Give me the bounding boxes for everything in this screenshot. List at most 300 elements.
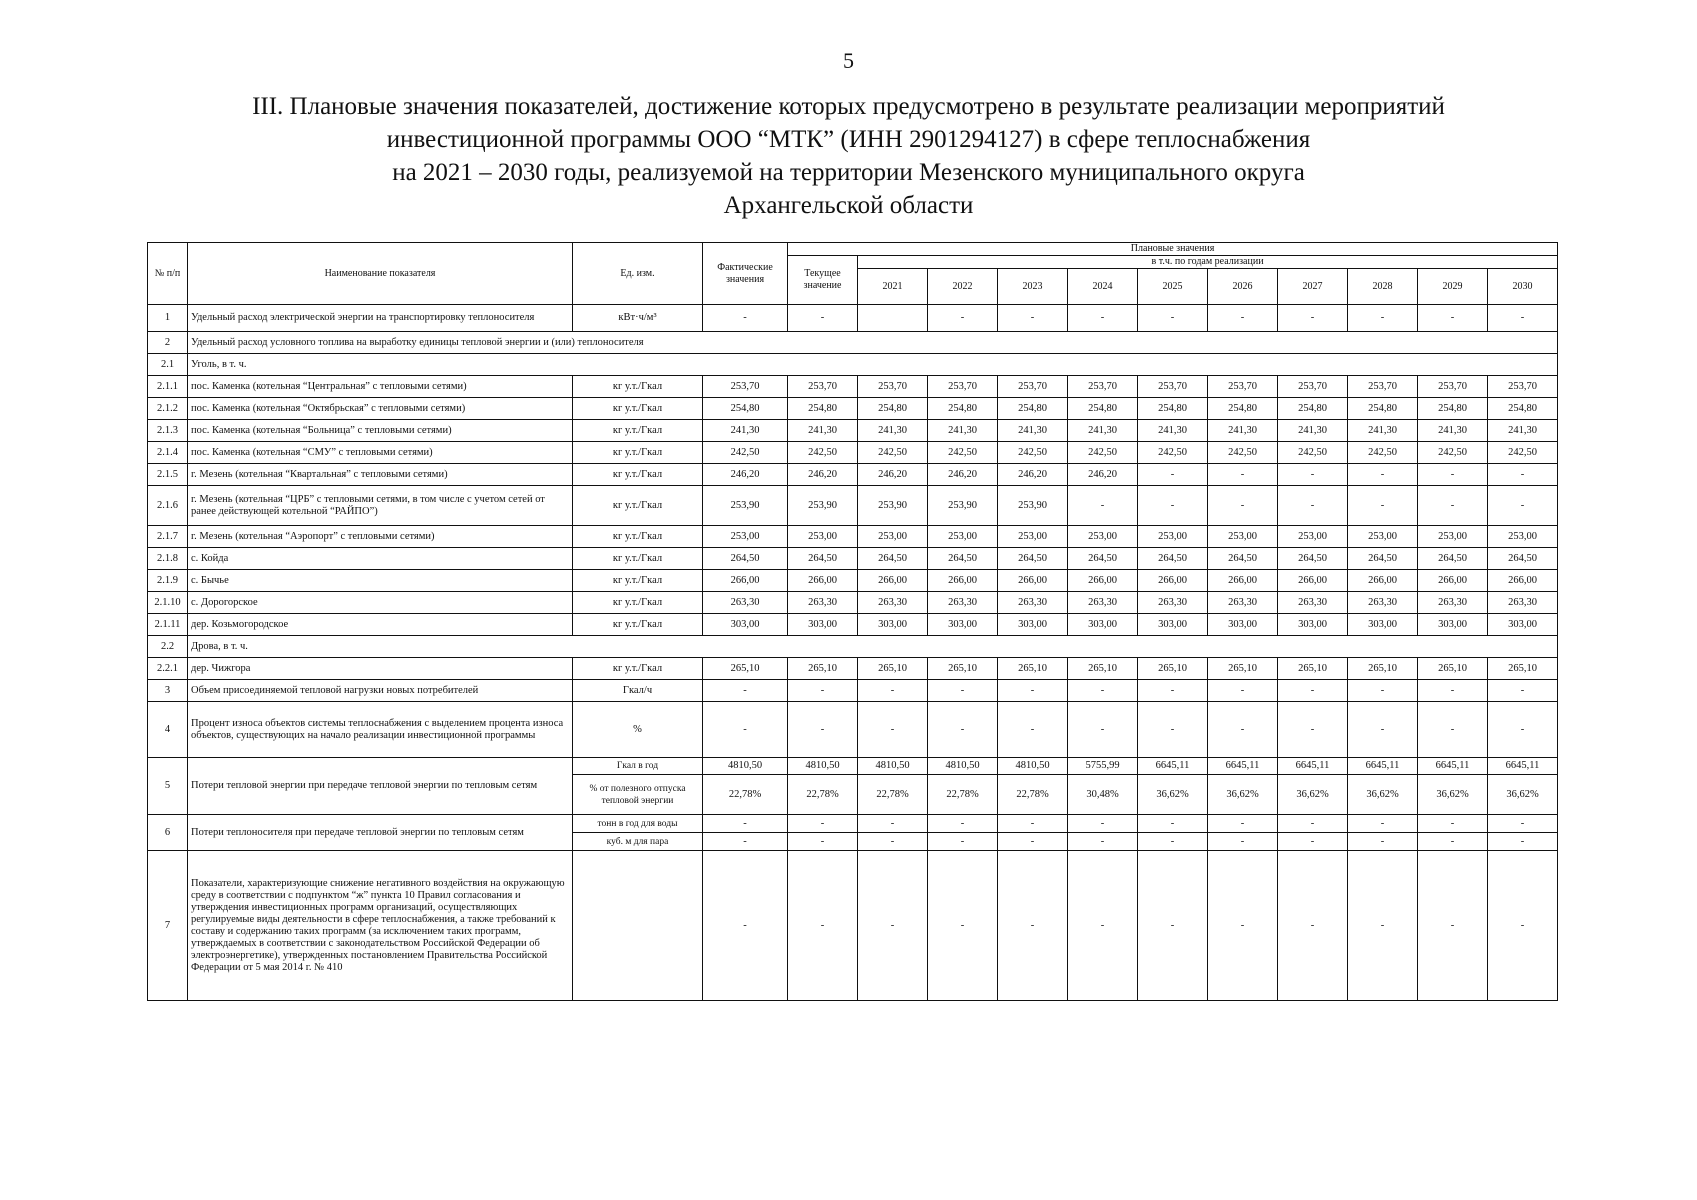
value-cell: 263,30: [703, 592, 788, 614]
value-cell: 263,30: [1418, 592, 1488, 614]
row-name: Удельный расход условного топлива на выработку единицы тепловой энергии и (или) теплоносителя: [188, 332, 1558, 354]
value-cell: 263,30: [928, 592, 998, 614]
value-cell: 241,30: [858, 420, 928, 442]
value-cell: 253,70: [858, 376, 928, 398]
row-name: г. Мезень (котельная “Квартальная” с тепловыми сетями): [188, 464, 573, 486]
header-current: Текущее значение: [788, 256, 858, 305]
value-cell: 6645,11: [1138, 758, 1208, 775]
table-row: [148, 636, 1558, 658]
value-cell: 253,90: [858, 486, 928, 526]
row-name: г. Мезень (котельная “ЦРБ” с тепловыми сетями, в том числе с учетом сетей от ранее действующей котельной “РАЙПО”): [188, 486, 573, 526]
value-cell: -: [1138, 815, 1208, 833]
value-cell: 266,00: [1348, 570, 1418, 592]
value-cell: 242,50: [1488, 442, 1558, 464]
value-cell: -: [1208, 486, 1278, 526]
value-cell: -: [1418, 464, 1488, 486]
value-cell: -: [1488, 486, 1558, 526]
row-number: 2.1.10: [148, 592, 188, 614]
value-cell: 303,00: [1278, 614, 1348, 636]
value-cell: 253,00: [1418, 526, 1488, 548]
row-number: 2.1: [148, 354, 188, 376]
header-unit: Ед. изм.: [573, 243, 703, 305]
value-cell: -: [858, 702, 928, 758]
value-cell: 241,30: [1278, 420, 1348, 442]
row-number: 2.1.8: [148, 548, 188, 570]
value-cell: -: [788, 851, 858, 1001]
row-name: с. Бычье: [188, 570, 573, 592]
value-cell: 263,30: [788, 592, 858, 614]
value-cell: -: [1208, 464, 1278, 486]
value-cell: 242,50: [703, 442, 788, 464]
value-cell: -: [928, 833, 998, 851]
value-cell: 265,10: [788, 658, 858, 680]
value-cell: 303,00: [998, 614, 1068, 636]
row-name: пос. Каменка (котельная “Октябрьская” с тепловыми сетями): [188, 398, 573, 420]
value-cell: 242,50: [1348, 442, 1418, 464]
value-cell: 241,30: [1348, 420, 1418, 442]
value-cell: -: [1278, 680, 1348, 702]
value-cell: 241,30: [703, 420, 788, 442]
title-line-2: инвестиционной программы ООО “МТК” (ИНН 2901294127) в сфере теплоснабжения: [386, 126, 1311, 153]
value-cell: 254,80: [703, 398, 788, 420]
value-cell: 254,80: [1068, 398, 1138, 420]
row-name: Удельный расход электрической энергии на транспортировку теплоносителя: [188, 305, 573, 332]
value-cell: 254,80: [1488, 398, 1558, 420]
value-cell: 242,50: [1208, 442, 1278, 464]
table-row: [148, 420, 1558, 442]
value-cell: 242,50: [998, 442, 1068, 464]
value-cell: 253,00: [1348, 526, 1418, 548]
value-cell: -: [1488, 833, 1558, 851]
value-cell: 254,80: [998, 398, 1068, 420]
value-cell: 265,10: [998, 658, 1068, 680]
value-cell: 265,10: [858, 658, 928, 680]
value-cell: 253,90: [928, 486, 998, 526]
value-cell: -: [1488, 815, 1558, 833]
value-cell: 246,20: [928, 464, 998, 486]
value-cell: 36,62%: [1348, 775, 1418, 815]
row-unit: [573, 851, 703, 1001]
value-cell: -: [858, 815, 928, 833]
row-number: 3: [148, 680, 188, 702]
title-line-3: на 2021 – 2030 годы, реализуемой на территории Мезенского муниципального округа: [392, 159, 1305, 186]
value-cell: -: [928, 815, 998, 833]
page-number: 5: [843, 48, 854, 73]
value-cell: 254,80: [1138, 398, 1208, 420]
table-row: [148, 526, 1558, 548]
row-unit: кг у.т./Гкал: [573, 570, 703, 592]
value-cell: -: [1278, 851, 1348, 1001]
value-cell: -: [1068, 815, 1138, 833]
value-cell: 253,00: [998, 526, 1068, 548]
value-cell: 263,30: [1208, 592, 1278, 614]
table-row: [148, 486, 1558, 526]
value-cell: 253,00: [703, 526, 788, 548]
value-cell: -: [1208, 702, 1278, 758]
value-cell: 254,80: [1348, 398, 1418, 420]
value-cell: 254,80: [1208, 398, 1278, 420]
header-year-2022: 2022: [928, 269, 998, 305]
value-cell: 253,70: [1418, 376, 1488, 398]
value-cell: 263,30: [1138, 592, 1208, 614]
header-by-years: в т.ч. по годам реализации: [858, 256, 1558, 269]
value-cell: -: [998, 851, 1068, 1001]
header-year-2027: 2027: [1278, 269, 1348, 305]
value-cell: 242,50: [1418, 442, 1488, 464]
value-cell: -: [1138, 464, 1208, 486]
row-number: 2.2.1: [148, 658, 188, 680]
row-number: 2.1.2: [148, 398, 188, 420]
row-unit: % от полезного отпуска тепловой энергии: [573, 775, 703, 815]
value-cell: 30,48%: [1068, 775, 1138, 815]
value-cell: -: [1278, 305, 1348, 332]
value-cell: 254,80: [928, 398, 998, 420]
value-cell: -: [928, 680, 998, 702]
row-name: Уголь, в т. ч.: [188, 354, 1558, 376]
row-unit: Гкал/ч: [573, 680, 703, 702]
row-number: 2.1.4: [148, 442, 188, 464]
value-cell: 265,10: [1418, 658, 1488, 680]
value-cell: 264,50: [928, 548, 998, 570]
table-row: [148, 548, 1558, 570]
value-cell: -: [1068, 833, 1138, 851]
document-title: [150, 90, 1547, 222]
value-cell: -: [1068, 702, 1138, 758]
row-number: 2.1.6: [148, 486, 188, 526]
value-cell: 241,30: [1138, 420, 1208, 442]
value-cell: 303,00: [1348, 614, 1418, 636]
header-name: Наименование показателя: [188, 243, 573, 305]
value-cell: 303,00: [788, 614, 858, 636]
value-cell: -: [1068, 680, 1138, 702]
row-name: пос. Каменка (котельная “Центральная” с тепловыми сетями): [188, 376, 573, 398]
value-cell: 265,10: [1208, 658, 1278, 680]
value-cell: -: [1138, 833, 1208, 851]
value-cell: -: [1348, 702, 1418, 758]
row-number: 2.1.5: [148, 464, 188, 486]
value-cell: 266,00: [928, 570, 998, 592]
value-cell: -: [1418, 680, 1488, 702]
value-cell: 254,80: [858, 398, 928, 420]
row-name: пос. Каменка (котельная “СМУ” с тепловыми сетями): [188, 442, 573, 464]
row-number: 1: [148, 305, 188, 332]
value-cell: 4810,50: [998, 758, 1068, 775]
row-number: 2.1.9: [148, 570, 188, 592]
value-cell: -: [1278, 833, 1348, 851]
table-row: [148, 354, 1558, 376]
value-cell: 36,62%: [1138, 775, 1208, 815]
value-cell: 36,62%: [1278, 775, 1348, 815]
value-cell: 253,90: [788, 486, 858, 526]
value-cell: [858, 305, 928, 332]
value-cell: 242,50: [858, 442, 928, 464]
value-cell: 265,10: [1488, 658, 1558, 680]
value-cell: 264,50: [1278, 548, 1348, 570]
value-cell: 253,00: [1488, 526, 1558, 548]
value-cell: 266,00: [998, 570, 1068, 592]
row-unit: %: [573, 702, 703, 758]
value-cell: -: [788, 833, 858, 851]
value-cell: -: [1348, 486, 1418, 526]
value-cell: 246,20: [998, 464, 1068, 486]
value-cell: 253,70: [1348, 376, 1418, 398]
value-cell: -: [788, 815, 858, 833]
value-cell: 242,50: [1278, 442, 1348, 464]
header-actual: Фактические значения: [703, 243, 788, 305]
row-unit: кг у.т./Гкал: [573, 614, 703, 636]
row-number: 2: [148, 332, 188, 354]
value-cell: 303,00: [858, 614, 928, 636]
value-cell: 253,00: [1208, 526, 1278, 548]
value-cell: -: [1208, 680, 1278, 702]
value-cell: -: [788, 680, 858, 702]
value-cell: -: [1418, 851, 1488, 1001]
value-cell: 265,10: [1348, 658, 1418, 680]
value-cell: 264,50: [1138, 548, 1208, 570]
row-number: 6: [148, 815, 188, 851]
header-year-2030: 2030: [1488, 269, 1558, 305]
value-cell: -: [1278, 702, 1348, 758]
value-cell: -: [1138, 305, 1208, 332]
value-cell: 303,00: [1418, 614, 1488, 636]
value-cell: 241,30: [1068, 420, 1138, 442]
value-cell: 264,50: [703, 548, 788, 570]
value-cell: 265,10: [703, 658, 788, 680]
row-unit: кг у.т./Гкал: [573, 376, 703, 398]
value-cell: 254,80: [1278, 398, 1348, 420]
value-cell: -: [1348, 815, 1418, 833]
row-name: с. Койда: [188, 548, 573, 570]
value-cell: 246,20: [858, 464, 928, 486]
value-cell: -: [1138, 680, 1208, 702]
header-year-2023: 2023: [998, 269, 1068, 305]
value-cell: -: [1418, 815, 1488, 833]
row-number: 5: [148, 758, 188, 815]
row-unit: кг у.т./Гкал: [573, 548, 703, 570]
value-cell: 4810,50: [928, 758, 998, 775]
value-cell: -: [1488, 680, 1558, 702]
value-cell: 264,50: [1488, 548, 1558, 570]
table-row: [148, 305, 1558, 332]
value-cell: -: [703, 680, 788, 702]
row-number: 2.2: [148, 636, 188, 658]
row-unit: Гкал в год: [573, 758, 703, 775]
value-cell: 5755,99: [1068, 758, 1138, 775]
row-name: Процент износа объектов системы теплоснабжения с выделением процента износа объектов, существующих на начало реализации инвестиционной программы: [188, 702, 573, 758]
value-cell: -: [703, 702, 788, 758]
table-row: [148, 398, 1558, 420]
row-name: г. Мезень (котельная “Аэропорт” с тепловыми сетями): [188, 526, 573, 548]
value-cell: 254,80: [788, 398, 858, 420]
value-cell: -: [858, 851, 928, 1001]
row-name: дер. Чижгора: [188, 658, 573, 680]
value-cell: 254,80: [1418, 398, 1488, 420]
row-name: дер. Козьмогородское: [188, 614, 573, 636]
row-unit: кг у.т./Гкал: [573, 442, 703, 464]
value-cell: 246,20: [1068, 464, 1138, 486]
table-row: [148, 658, 1558, 680]
value-cell: -: [1068, 851, 1138, 1001]
table-row: [148, 680, 1558, 702]
value-cell: 266,00: [1488, 570, 1558, 592]
value-cell: 36,62%: [1208, 775, 1278, 815]
value-cell: 303,00: [1068, 614, 1138, 636]
value-cell: 303,00: [1138, 614, 1208, 636]
value-cell: 266,00: [858, 570, 928, 592]
value-cell: -: [1418, 702, 1488, 758]
value-cell: -: [1488, 305, 1558, 332]
row-name: Потери теплоносителя при передаче тепловой энергии по тепловым сетям: [188, 815, 573, 851]
value-cell: -: [703, 815, 788, 833]
value-cell: 6645,11: [1488, 758, 1558, 775]
table-row: [148, 332, 1558, 354]
value-cell: 265,10: [1278, 658, 1348, 680]
value-cell: 241,30: [928, 420, 998, 442]
header-year-2024: 2024: [1068, 269, 1138, 305]
value-cell: 242,50: [1068, 442, 1138, 464]
value-cell: 264,50: [1418, 548, 1488, 570]
value-cell: -: [998, 833, 1068, 851]
value-cell: -: [1348, 833, 1418, 851]
row-unit: кг у.т./Гкал: [573, 658, 703, 680]
header-year-2028: 2028: [1348, 269, 1418, 305]
value-cell: -: [858, 833, 928, 851]
value-cell: 246,20: [703, 464, 788, 486]
value-cell: 253,90: [703, 486, 788, 526]
value-cell: 241,30: [998, 420, 1068, 442]
value-cell: 266,00: [788, 570, 858, 592]
value-cell: -: [1418, 486, 1488, 526]
value-cell: 263,30: [1488, 592, 1558, 614]
value-cell: 253,00: [1278, 526, 1348, 548]
value-cell: 253,00: [788, 526, 858, 548]
row-unit: кг у.т./Гкал: [573, 398, 703, 420]
row-unit: куб. м для пара: [573, 833, 703, 851]
value-cell: 266,00: [1068, 570, 1138, 592]
value-cell: 253,00: [858, 526, 928, 548]
value-cell: 6645,11: [1418, 758, 1488, 775]
value-cell: 253,70: [998, 376, 1068, 398]
table-row: [148, 464, 1558, 486]
header-year-2025: 2025: [1138, 269, 1208, 305]
value-cell: -: [998, 305, 1068, 332]
value-cell: 253,70: [1488, 376, 1558, 398]
value-cell: 241,30: [1418, 420, 1488, 442]
value-cell: 264,50: [788, 548, 858, 570]
value-cell: -: [998, 815, 1068, 833]
row-unit: кг у.т./Гкал: [573, 592, 703, 614]
header-num: № п/п: [148, 243, 188, 305]
value-cell: -: [1488, 464, 1558, 486]
value-cell: 242,50: [928, 442, 998, 464]
value-cell: -: [788, 702, 858, 758]
row-unit: кг у.т./Гкал: [573, 526, 703, 548]
header-year-2026: 2026: [1208, 269, 1278, 305]
value-cell: 263,30: [998, 592, 1068, 614]
value-cell: -: [1418, 833, 1488, 851]
value-cell: 264,50: [998, 548, 1068, 570]
row-name: пос. Каменка (котельная “Больница” с тепловыми сетями): [188, 420, 573, 442]
value-cell: 6645,11: [1208, 758, 1278, 775]
value-cell: 4810,50: [703, 758, 788, 775]
value-cell: 253,70: [1278, 376, 1348, 398]
value-cell: 266,00: [1208, 570, 1278, 592]
value-cell: 246,20: [788, 464, 858, 486]
table-row: [148, 376, 1558, 398]
value-cell: 241,30: [1488, 420, 1558, 442]
value-cell: -: [1488, 702, 1558, 758]
value-cell: 241,30: [1208, 420, 1278, 442]
table-row: [148, 851, 1558, 1001]
value-cell: -: [1068, 486, 1138, 526]
value-cell: 266,00: [1418, 570, 1488, 592]
value-cell: 6645,11: [1348, 758, 1418, 775]
row-name: с. Дорогорское: [188, 592, 573, 614]
value-cell: -: [928, 851, 998, 1001]
table-row: [148, 570, 1558, 592]
value-cell: 22,78%: [928, 775, 998, 815]
row-unit: кг у.т./Гкал: [573, 420, 703, 442]
value-cell: 36,62%: [1488, 775, 1558, 815]
table-row: [148, 614, 1558, 636]
value-cell: 265,10: [928, 658, 998, 680]
value-cell: -: [928, 305, 998, 332]
value-cell: -: [1138, 702, 1208, 758]
value-cell: -: [1208, 815, 1278, 833]
value-cell: -: [1138, 486, 1208, 526]
value-cell: -: [998, 680, 1068, 702]
value-cell: 22,78%: [703, 775, 788, 815]
value-cell: 266,00: [703, 570, 788, 592]
value-cell: 265,10: [1068, 658, 1138, 680]
value-cell: 264,50: [1348, 548, 1418, 570]
row-unit: кВт·ч/м³: [573, 305, 703, 332]
value-cell: -: [928, 702, 998, 758]
value-cell: -: [1488, 851, 1558, 1001]
row-name: Объем присоединяемой тепловой нагрузки новых потребителей: [188, 680, 573, 702]
value-cell: -: [1208, 305, 1278, 332]
value-cell: -: [1348, 464, 1418, 486]
value-cell: -: [703, 833, 788, 851]
value-cell: 253,00: [928, 526, 998, 548]
value-cell: -: [1348, 851, 1418, 1001]
value-cell: 264,50: [858, 548, 928, 570]
row-unit: кг у.т./Гкал: [573, 486, 703, 526]
value-cell: 253,70: [703, 376, 788, 398]
table-row: [148, 702, 1558, 758]
row-number: 7: [148, 851, 188, 1001]
value-cell: 6645,11: [1278, 758, 1348, 775]
table-row: [148, 592, 1558, 614]
value-cell: 263,30: [1068, 592, 1138, 614]
value-cell: 303,00: [1208, 614, 1278, 636]
value-cell: 263,30: [858, 592, 928, 614]
value-cell: 22,78%: [998, 775, 1068, 815]
value-cell: 253,90: [998, 486, 1068, 526]
title-line-4: Архангельской области: [723, 192, 974, 219]
value-cell: -: [998, 702, 1068, 758]
header-year-2021: 2021: [858, 269, 928, 305]
value-cell: -: [1138, 851, 1208, 1001]
value-cell: 303,00: [1488, 614, 1558, 636]
value-cell: 303,00: [703, 614, 788, 636]
value-cell: 242,50: [788, 442, 858, 464]
row-number: 2.1.11: [148, 614, 188, 636]
row-name: Потери тепловой энергии при передаче тепловой энергии по тепловым сетям: [188, 758, 573, 815]
value-cell: 264,50: [1068, 548, 1138, 570]
value-cell: -: [1208, 833, 1278, 851]
value-cell: 4810,50: [858, 758, 928, 775]
